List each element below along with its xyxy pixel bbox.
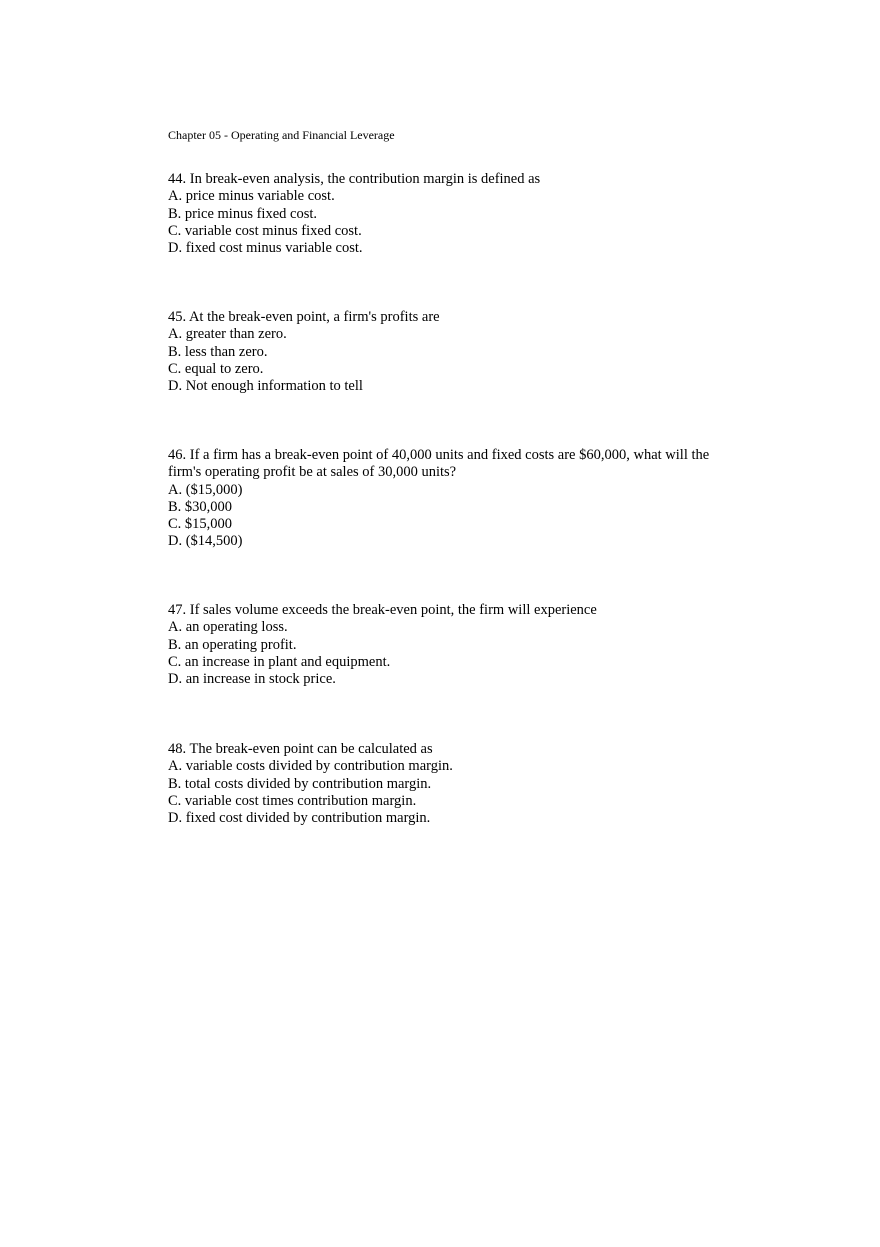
option-c: C. variable cost times contribution margin. [168, 792, 417, 809]
question-stem-line-2: firm's operating profit be at sales of 30,000 units? [168, 464, 457, 481]
option-a: A. price minus variable cost. [168, 188, 335, 205]
option-a: A. variable costs divided by contribution margin. [168, 758, 453, 775]
option-b: B. $30,000 [168, 498, 233, 515]
option-c: C. equal to zero. [168, 360, 264, 377]
question-stem: 44. In break-even analysis, the contribution margin is defined as [168, 171, 541, 187]
option-d: D. an increase in stock price. [168, 671, 336, 688]
option-c: C. variable cost minus fixed cost. [168, 222, 362, 239]
question-48 [168, 741, 768, 827]
option-d: D. Not enough information to tell [168, 378, 363, 395]
option-d: D. ($14,500) [168, 533, 243, 550]
question-44 [168, 171, 768, 257]
option-c: C. $15,000 [168, 516, 233, 533]
option-b: B. an operating profit. [168, 636, 297, 653]
question-47 [168, 602, 768, 688]
question-stem: 48. The break-even point can be calculated as [168, 741, 433, 757]
question-stem-line-1: 46. If a firm has a break-even point of 40,000 units and fixed costs are $60,000, what will the [168, 447, 710, 463]
option-d: D. fixed cost divided by contribution margin. [168, 810, 431, 827]
option-b: B. price minus fixed cost. [168, 205, 318, 222]
option-a: A. an operating loss. [168, 619, 288, 636]
chapter-header: Chapter 05 - Operating and Financial Leverage [168, 128, 395, 142]
option-b: B. less than zero. [168, 343, 268, 360]
question-45 [168, 309, 768, 395]
option-d: D. fixed cost minus variable cost. [168, 240, 363, 257]
option-a: A. ($15,000) [168, 481, 243, 498]
question-stem: 45. At the break-even point, a firm's profits are [168, 309, 440, 325]
question-stem: 47. If sales volume exceeds the break-even point, the firm will experience [168, 602, 597, 618]
question-46 [168, 447, 768, 551]
option-b: B. total costs divided by contribution margin. [168, 775, 432, 792]
option-c: C. an increase in plant and equipment. [168, 653, 391, 670]
option-a: A. greater than zero. [168, 326, 287, 343]
